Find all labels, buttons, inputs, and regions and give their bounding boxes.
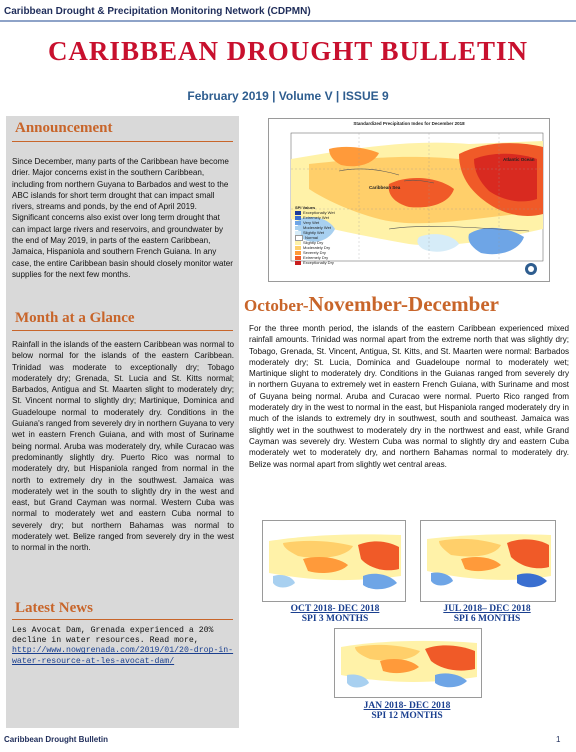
spi-map-12-image [335,629,481,697]
caribbean-label: Caribbean Sea [369,185,401,190]
spi-map-6-months [420,520,556,602]
ond-heading-part2: November-December [308,292,499,316]
spi-map-3-months [262,520,406,602]
legend-item: Slightly Wet [295,230,335,235]
footer-title: Caribbean Drought Bulletin [4,735,108,744]
spi-legend [295,205,335,265]
caption-3-spi: SPI 3 MONTHS [301,614,369,624]
caption-12-dates: JAN 2018- DEC 2018 [363,701,451,711]
news-heading: Latest News [15,600,93,616]
caption-6-months [420,604,554,624]
header-divider [0,20,576,22]
issue-line: February 2019 | Volume V | ISSUE 9 [187,89,389,103]
legend-item: Very Wet [295,220,335,225]
news-rule [12,619,233,620]
announcement-rule [12,141,233,142]
bulletin-title: CARIBBEAN DROUGHT BULLETIN [47,36,529,66]
announcement-body: Since December, many parts of the Caribbean have become drier. Major concerns exist in the southern Caribbean, including from northern Guyana to Barbados and west to the ABC islands for short term drought that can impact small rivers, streams and ponds, by the end of April 2019. Significant concerns also exist over long term drought that can impact large rivers and reservoirs, and groundwater by the end of May 2019, in parts of the eastern Caribbean, Jamaica, Hispaniola and southern French Guiana. In any case, the entire Caribbean basin should closely monitor water supplies for the next few months. [12,157,233,279]
legend-item: Normal [295,235,335,240]
news-text: Les Avocat Dam, Grenada experienced a 20% decline in water resources. Read more, [12,626,214,646]
news-body [12,626,234,667]
month-rule [12,330,233,331]
legend-item: Moderately Dry [295,245,335,250]
ond-heading-part1: October- [244,296,309,315]
spi-map-6-image [421,521,555,601]
ond-heading [244,292,574,317]
page-number: 1 [556,735,561,744]
news-link[interactable]: http://www.nowgrenada.com/2019/01/20-drop-in-water-resource-at-les-avocat-dam/ [12,646,234,666]
spi-map-12-months [334,628,482,698]
month-heading: Month at a Glance [15,310,135,326]
network-name: Caribbean Drought & Precipitation Monitoring Network (CDPMN) [4,6,311,17]
caption-12-months [340,701,474,721]
ond-body: For the three month period, the islands of the eastern Caribbean experienced mixed rainfall amounts. Trinidad was normal apart from the extreme north that was slightly dry; Tobago, Grenada, St. Vincent, Antigua, St. Kitts, and St. Maarten were normal: Barbados moderately dry; St. Lucia, Dominica and Guadeloupe normal to moderately wet; Martinique slight to moderately dry. Conditions in the Guianas ranged from severely dry in northern Guyana to extremely wet in eastern French Guiana, with Suriname and most of Guyana being normal. Aruba and Curacao were normal. Puerto Rico ranged from moderately dry in the west to normal in the east, but Hispaniola ranged moderately dry in much of the islands to extremely dry in southwest, south and southeast. Jamaica was slightly wet in the southwest to moderately dry in the northwest and east, while Grand Cayman was severely dry. Western Cuba was normal to slightly dry and eastern Cuba moderately wet to moderately dry, and northern Bahamas normal to moderately dry. Belize was normal apart from slightly wet central areas. [249,324,569,469]
map-title: Standardized Precipitation Index for December 2018 [353,121,465,126]
caption-12-spi: SPI 12 MONTHS [371,711,443,721]
legend-item: Extremely Wet [295,215,335,220]
atlantic-label: Atlantic Ocean [503,157,535,162]
legend-item: Moderately Wet [295,225,335,230]
spi-map-december [268,118,550,282]
caption-6-dates: JUL 2018– DEC 2018 [443,604,531,614]
spi-map-3-image [263,521,405,601]
caption-6-spi: SPI 6 MONTHS [453,614,521,624]
announcement-heading: Announcement [15,120,113,136]
legend-item: Extremely Dry [295,255,335,260]
legend-title: SPI Values [295,205,316,210]
legend-item: Severely Dry [295,250,335,255]
caption-3-months [270,604,400,624]
legend-item: Slightly Dry [295,240,335,245]
caption-3-dates: OCT 2018- DEC 2018 [290,604,380,614]
sidebar [6,116,239,728]
legend-item: Exceptionally Dry [295,260,335,265]
legend-item: Exceptionally Wet [295,210,335,215]
month-body: Rainfall in the islands of the eastern Caribbean was normal to below normal for the islands of the eastern Caribbean. Trinidad was moderate to exceptionally dry; Tobago moderately dry; Grenada, St. Lucia and St. Kitts normal; Barbados, Antigua and St. Maarten slight to moderately dry; St. Vincent normal to slightly dry; Martinique, Dominica and Guadeloupe normal to moderately dry. Conditions in the Guiana's ranged from severely dry in northern Guyana to very wet in eastern French Guiana, and with most of Suriname being normal. Aruba was moderately dry, while Curacao was predominantly slightly dry. Puerto Rico was normal to moderately dry, but Hispaniola ranged from normal in the north to extremely dry in the southwest. Jamaica was moderately wet in the south to slightly dry in the west and east, but Grand Cayman was normal. Western Cuba was normal to moderately wet and eastern Cuba normal to severely dry; but northern Bahamas was normal to moderately wet. Belize ranged from severely dry in the west to normal in the north. [12,340,234,553]
